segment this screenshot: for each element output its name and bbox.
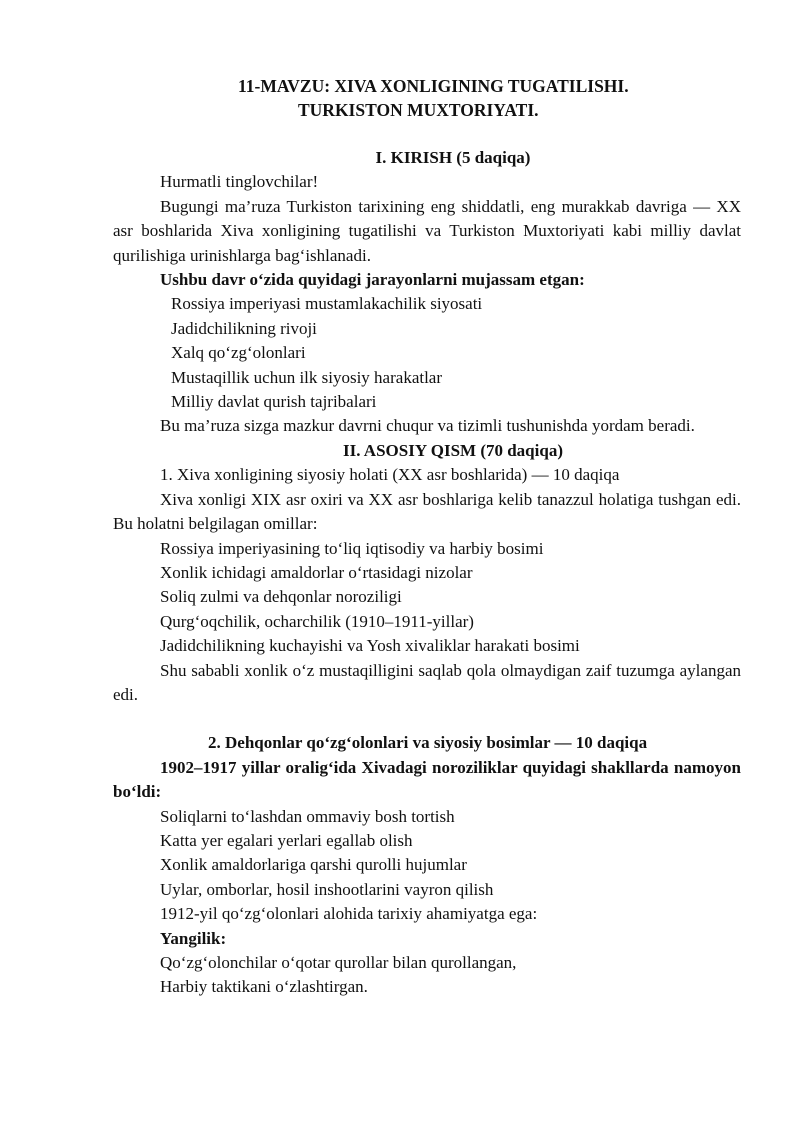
list-item: Xalq qo‘zg‘olonlari (171, 343, 306, 363)
subsection-title-2: 2. Dehqonlar qo‘zg‘olonlari va siyosiy bosimlar — 10 daqiqa (208, 733, 648, 753)
subsection-paragraph-1: Xiva xonligi XIX asr oxiri va XX asr boshlariga kelib tanazzul holatiga tushgan edi. Bu holatni belgilagan omillar: (113, 489, 741, 534)
list-item: Harbiy taktikani o‘zlashtirgan. (160, 977, 368, 997)
list-item: Xonlik amaldorlariga qarshi qurolli hujumlar (160, 855, 467, 875)
section-heading-asosiy: II. ASOSIY QISM (70 daqiqa) (343, 440, 563, 460)
list-item: Rossiya imperiyasining to‘liq iqtisodiy va harbiy bosimi (160, 538, 544, 558)
closing-paragraph: Bu ma’ruza sizga mazkur davrni chuqur va tizimli tushunishda yordam beradi. (160, 416, 695, 436)
blank-line (113, 707, 741, 731)
subsection-paragraph-2: 1902–1917 yillar oralig‘ida Xivadagi noroziliklar quyidagi shakllarda namoyon bo‘ldi: (113, 757, 741, 802)
section-heading-kirish: I. KIRISH (5 daqiqa) (375, 148, 531, 167)
list-item: Jadidchilikning kuchayishi va Yosh xivaliklar harakati bosimi (160, 636, 580, 656)
list-item: Xonlik ichidagi amaldorlar o‘rtasidagi nizolar (160, 562, 473, 582)
list-item: Rossiya imperiyasi mustamlakachilik siyosati (171, 294, 483, 314)
blank-line (113, 122, 741, 146)
subsection-closing-1: Shu sababli xonlik o‘z mustaqilligini saqlab qola olmaydigan zaif tuzumga aylangan edi. (113, 660, 741, 704)
list-item: Jadidchilikning rivoji (171, 318, 317, 338)
intro-paragraph: Bugungi ma’ruza Turkiston tarixining eng shiddatli, eng murakkab davriga — XX asr boshlarida Xiva xonligining tugatilishi va Turkiston Muxtoriyati kabi milliy davlat qurilishiga urinishlarga bag‘ishlanadi. (113, 196, 741, 265)
subsection-title-1: 1. Xiva xonligining siyosiy holati (XX asr boshlarida) — 10 daqiqa (160, 465, 620, 485)
document-page (113, 74, 741, 1000)
list-item: Soliqlarni to‘lashdan ommaviy bosh tortish (160, 806, 455, 826)
document-title-line-1: 11-MAVZU: XIVA XONLIGINING TUGATILISHI. (238, 76, 629, 96)
list-item: Qurg‘oqchilik, ocharchilik (1910–1911-yillar) (160, 611, 474, 631)
list-item: Soliq zulmi va dehqonlar noroziligi (160, 587, 402, 607)
list-item: Mustaqillik uchun ilk siyosiy harakatlar (171, 367, 443, 387)
list-heading: Ushbu davr o‘zida quyidagi jarayonlarni mujassam etgan: (160, 270, 585, 290)
list-item: Uylar, omborlar, hosil inshootlarini vayron qilish (160, 879, 494, 899)
list-item: Milliy davlat qurish tajribalari (171, 392, 377, 412)
list-item: 1912-yil qo‘zg‘olonlari alohida tarixiy ahamiyatga ega: (160, 904, 538, 924)
yangilik-label: Yangilik: (160, 928, 227, 948)
greeting: Hurmatli tinglovchilar! (160, 172, 319, 192)
list-item: Katta yer egalari yerlari egallab olish (160, 830, 413, 850)
document-title-line-2: TURKISTON MUXTORIYATI. (298, 100, 539, 120)
list-item: Qo‘zg‘olonchilar o‘qotar qurollar bilan qurollangan, (160, 953, 517, 972)
